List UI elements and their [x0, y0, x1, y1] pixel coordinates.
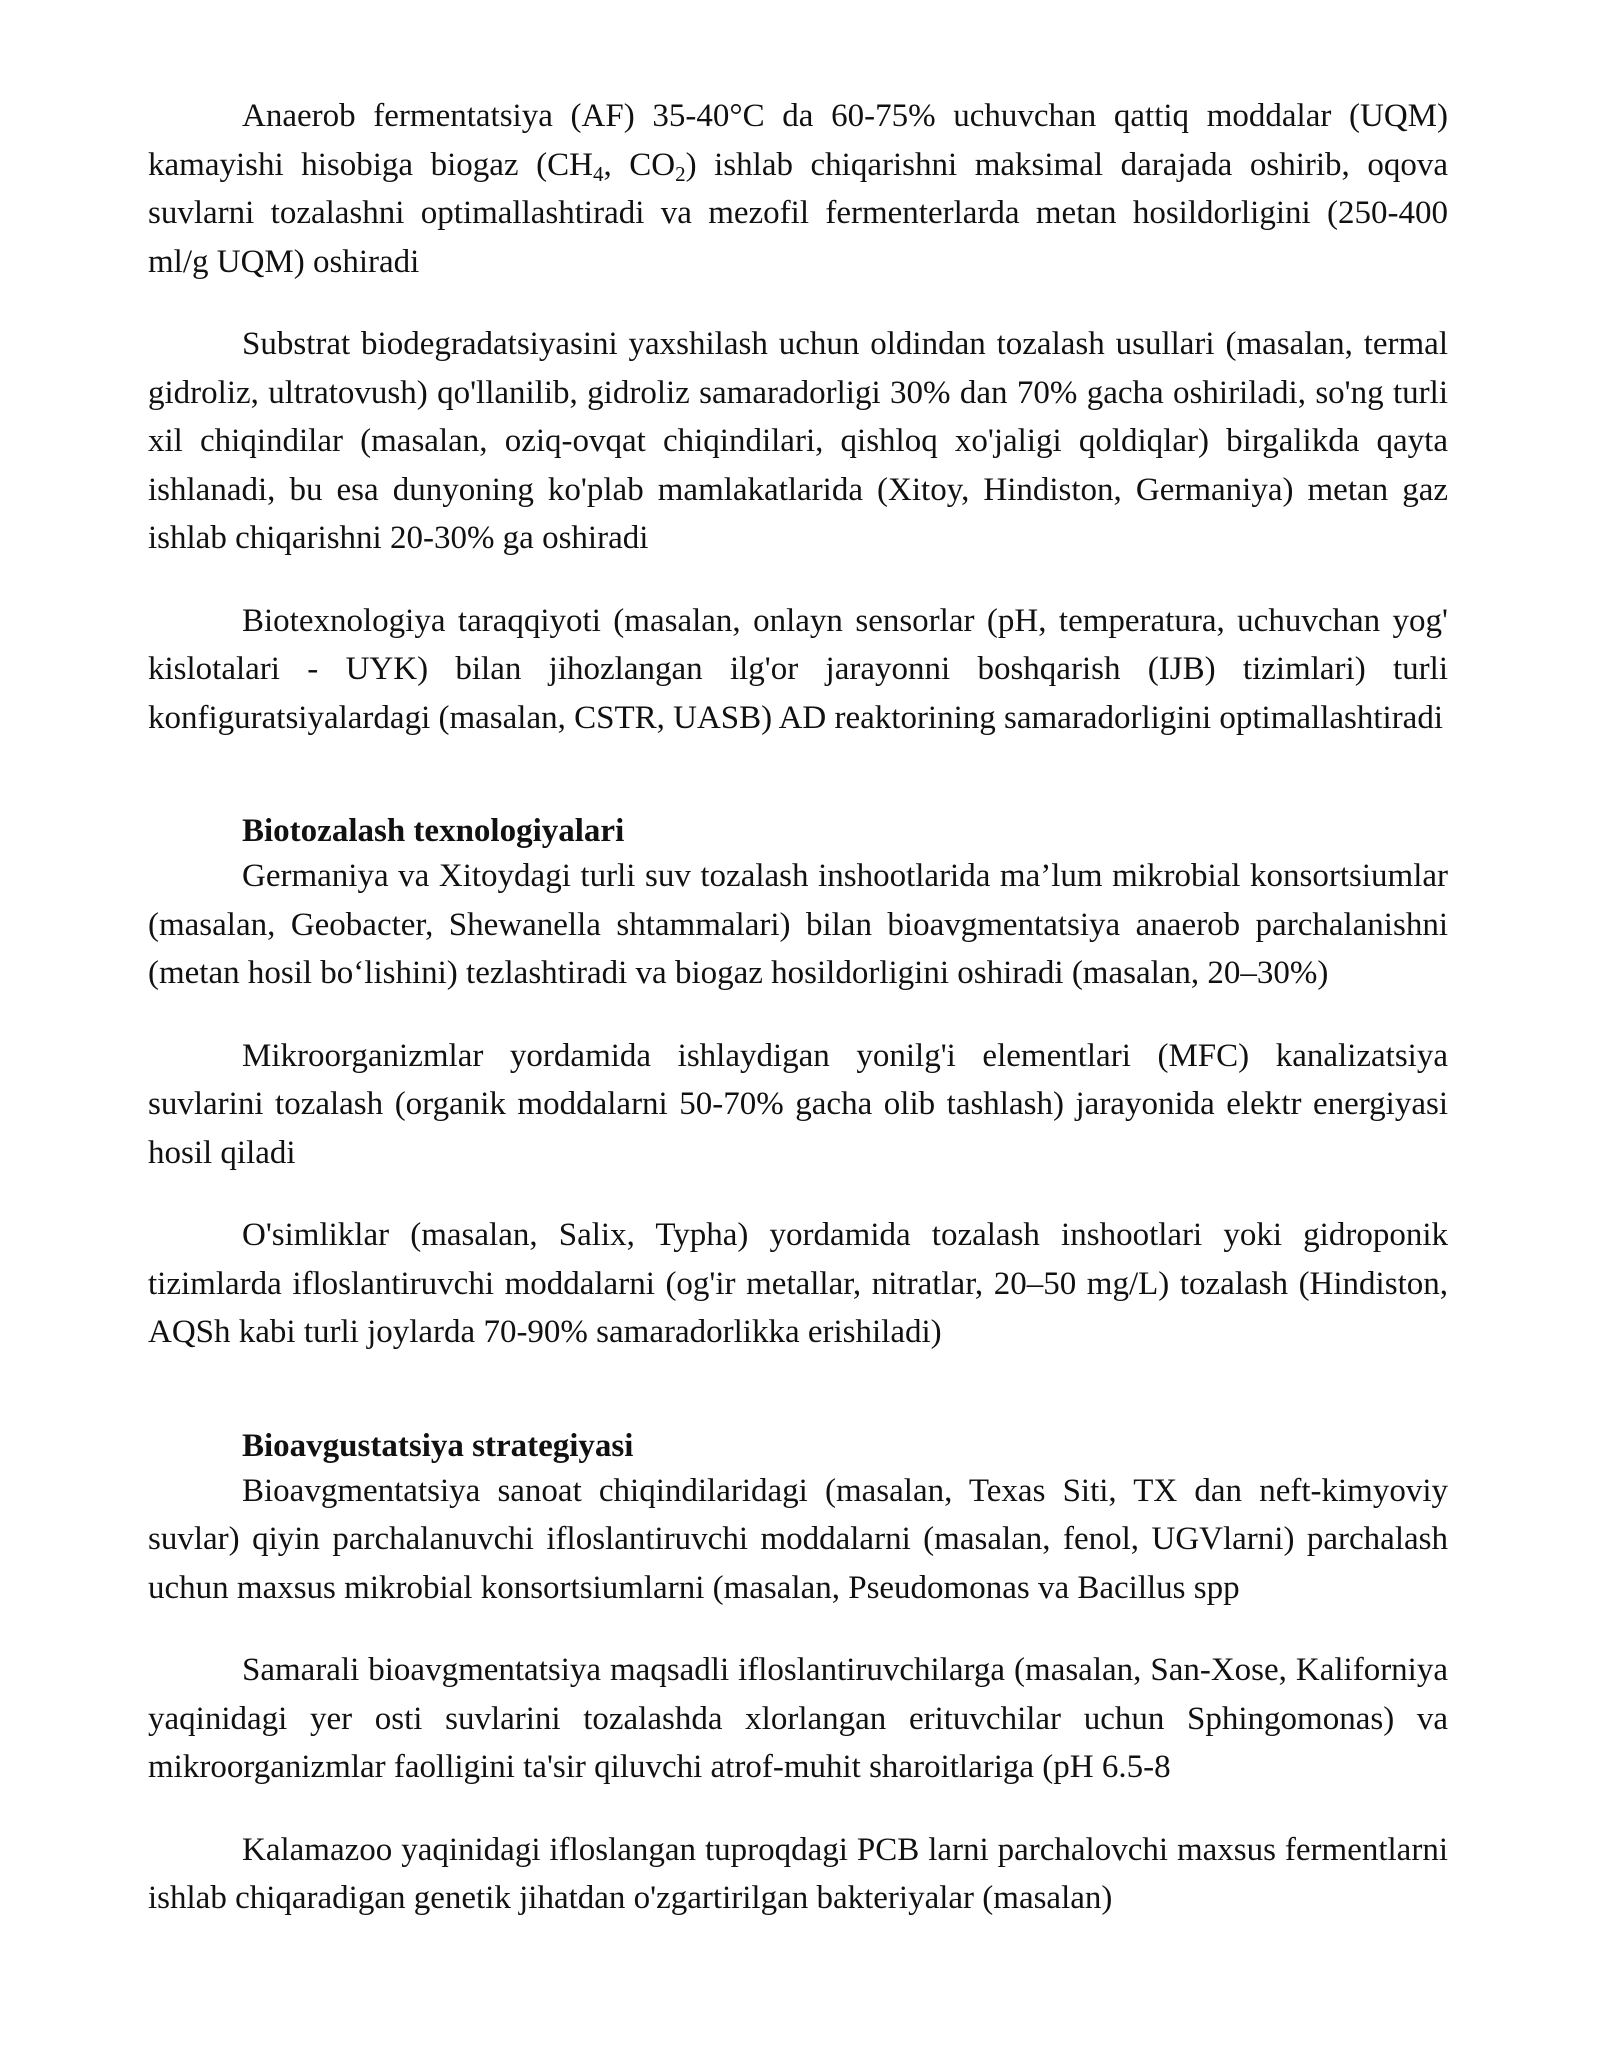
p1-text-c: ) ishlab chiqarishni maksimal darajada oshirib, oqova suvlarni tozalashni optimallashtiradi va mezofil fermenterlarda metan hosildorligini (250-400 ml/g UQM) oshiradi	[148, 146, 1448, 280]
heading-biotreatment-technologies: Biotozalash texnologiyalari	[242, 813, 625, 849]
paragraph-effective-bioaugmentation: Samarali bioavgmentatsiya maqsadli ifloslantiruvchilarga (masalan, San-Xose, Kaliforniya yaqinidagi yer osti suvlarini tozalashda xlorlangan erituvchilar uchun Sphingomonas) va mikroorganizmlar faolligini ta'sir qiluvchi atrof-muhit sharoitlariga (pH 6.5-8	[148, 1652, 1448, 1785]
paragraph-industrial-bioaugmentation: Bioavgmentatsiya sanoat chiqindilaridagi (masalan, Texas Siti, TX dan neft-kimyoviy suvlar) qiyin parchalanuvchi ifloslantiruvchi moddalarni (masalan, fenol, UGVlarni) parchalash uchun maxsus mikrobial konsortsiumlarni (masalan, Pseudomonas va Bacillus spp	[148, 1472, 1448, 1606]
p1-text-b: , CO	[603, 146, 676, 183]
paragraph-microbial-fuel-cells: Mikroorganizmlar yordamida ishlaydigan yonilg'i elementlari (MFC) kanalizatsiya suvlarini tozalash (organik moddalarni 50-70% gacha olib tashlash) jarayonida elektr energiyasi hosil qiladi	[148, 1037, 1448, 1171]
paragraph-phytoremediation: O'simliklar (masalan, Salix, Typha) yordamida tozalash inshootlari yoki gidroponik tizimlarda ifloslantiruvchi moddalarni (og'ir metallar, nitratlar, 20–50 mg/L) tozalash (Hindiston, AQSh kabi turli joylarda 70-90% samaradorlikka erishiladi)	[148, 1217, 1448, 1350]
paragraph-anaerobic-fermentation	[148, 92, 1448, 286]
subscript-4: 4	[592, 161, 604, 186]
paragraph-pretreatment: Substrat biodegradatsiyasini yaxshilash uchun oldindan tozalash usullari (masalan, termal gidroliz, ultratovush) qo'llanilib, gidroliz samaradorligi 30% dan 70% gacha oshiriladi, so'ng turli xil chiqindilar (masalan, oziq-ovqat chiqindilari, qishloq xo'jaligi qoldiqlar) birgalikda qayta ishlanadi, bu esa dunyoning ko'plab mamlakatlarida (Xitoy, Hindiston, Germaniya) metan gaz ishlab chiqarishni 20-30% ga oshiradi	[148, 326, 1448, 556]
paragraph-gmo-bacteria: Kalamazoo yaqinidagi ifloslangan tuproqdagi PCB larni parchalovchi maxsus fermentlarni ishlab chiqaradigan genetik jihatdan o'zgartirilgan bakteriyalar (masalan)	[148, 1831, 1448, 1916]
subscript-2: 2	[675, 161, 686, 186]
p1-text-a: Anaerob fermentatsiya (AF) 35-40°C da 60-75% uchuvchan qattiq moddalar (UQM) kamayishi hisobiga biogaz (CH	[148, 98, 1448, 183]
paragraph-biotech-progress: Biotexnologiya taraqqiyoti (masalan, onlayn sensorlar (pH, temperatura, uchuvchan yog' kislotalari - UYK) bilan jihozlangan ilg'or jarayonni boshqarish (IJB) tizimlari) turli konfiguratsiyalardagi (masalan, CSTR, UASB) AD reaktorining samaradorligini optimallashtiradi	[148, 602, 1448, 736]
paragraph-bioaugmentation-germany-china: Germaniya va Xitoydagi turli suv tozalash inshootlarida ma’lum mikrobial konsortsiumlar (masalan, Geobacter, Shewanella shtammalari) bilan bioavgmentatsiya anaerob parchalanishni (metan hosil bo‘lishini) tezlashtiradi va biogaz hosildorligini oshiradi (masalan, 20–30%)	[148, 858, 1448, 991]
heading-bioaugmentation-strategy: Bioavgustatsiya strategiyasi	[242, 1427, 634, 1464]
document-page	[148, 92, 1448, 1923]
